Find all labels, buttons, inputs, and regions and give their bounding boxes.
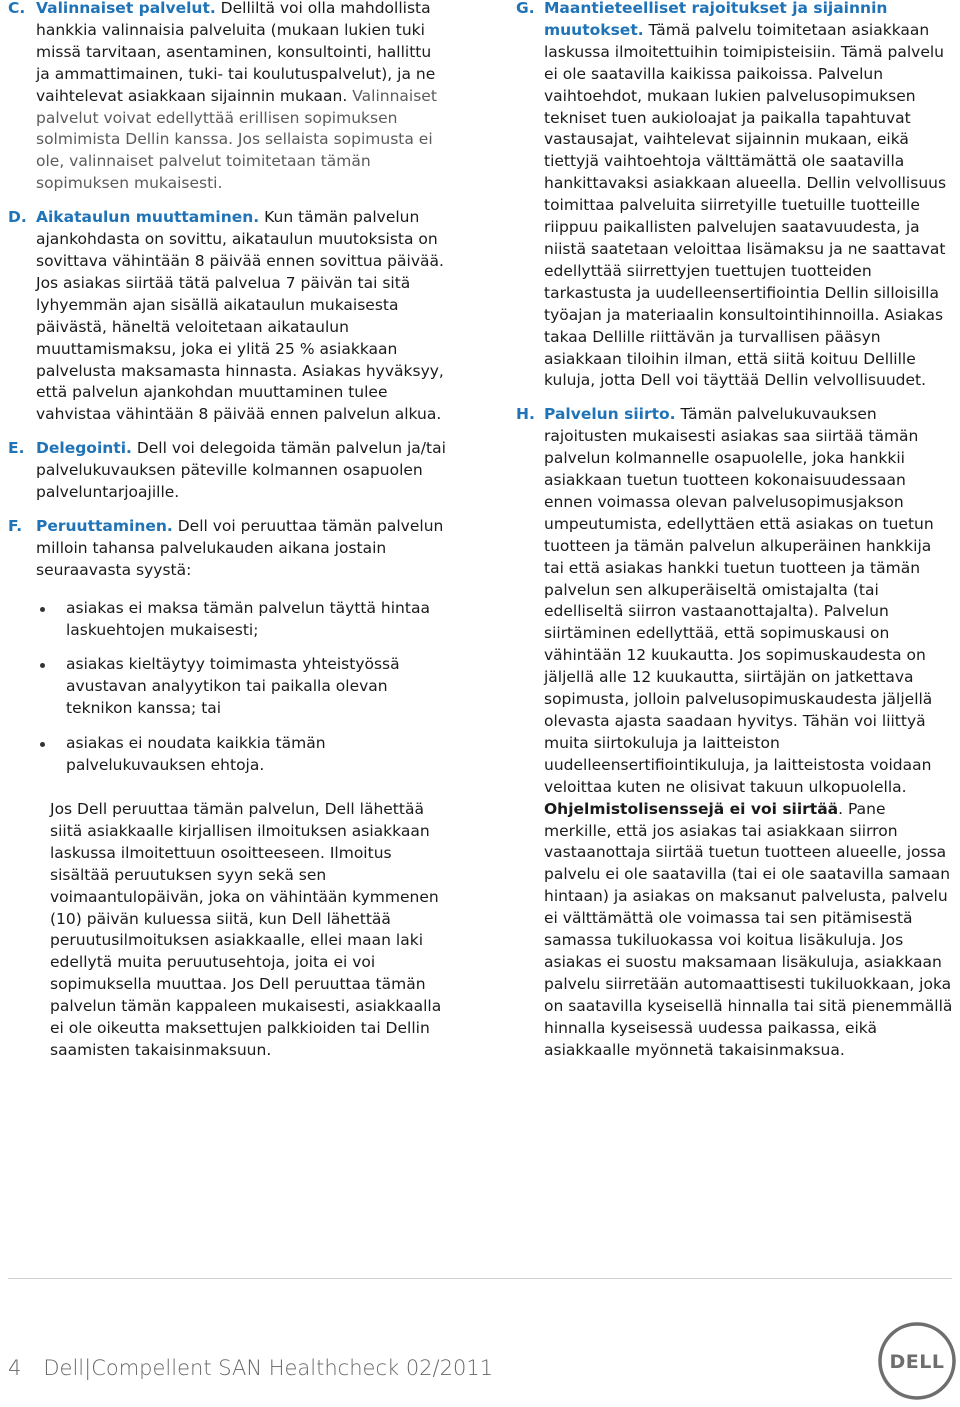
list-item: [66, 654, 448, 720]
section-title: Delegointi.: [36, 439, 132, 458]
section-title: Peruuttaminen.: [36, 516, 173, 535]
section-title: Valinnaiset palvelut.: [36, 0, 216, 17]
section-body: Tämän palvelukuvauksen rajoitusten mukaisesti asiakas saa siirtää tämän palvelun kolmannelle osapuolelle, joka hankkii asiakkaan tuetun tuotteen kokonaisuudessaan ennen voimassa olevan palvelusopimusjakson umpeutumista, edellyttäen että asiakas on tuetun tuotteen ja tämän palvelun alkuperäinen hankkija tai että asiakas hankki tuetun tuotteen ja tämän palvelun sen alkuperäiseltä omistajalta (tai edelliseltä siirron vastaanottajalta). Palvelun siirtäminen edellyttää, että sopimuskausi on vähintään 12 kuukautta. Jos sopimuskaudesta on jäljellä alle 12 kuukautta, siirtäjän on jatkettava sopimusta, jolloin palvelusopimuskaudesta jäljellä olevasta ajasta saadaan hyvitys. Tähän voi liittyä muita siirtokuluja ja laitteiston uudelleensertifiointikuluja, ja laitteistosta voidaan veloittaa kuten ne olisivat takuun ulkopuolella.: [544, 405, 934, 796]
bullet-icon: [40, 663, 45, 668]
dell-logo-icon: [878, 1322, 956, 1400]
page-footer: [8, 1356, 493, 1380]
section-letter: C.: [8, 0, 26, 17]
bullet-icon: [40, 742, 45, 747]
page-number: 4: [8, 1356, 22, 1380]
section-body: Tämä palvelu toimitetaan asiakkaan laskussa ilmoitettuihin toimipisteisiin. Tämä palvelu ei ole saatavilla kaikissa paikoissa. Palvelun vaihtoehdot, mukaan lukien palvelusopimuksen tekniset tuen aukioloajat ja paikalla tapahtuvat vastausajat, vaihtelevat sijainnin mukaan, eikä tiettyjä vaihtoehtoja välttämättä ole saatavilla hankittavaksi asiakkaan alueella. Dellin velvollisuus toimittaa palveluita siirretyille tuetuille tuotteille riippuu paikallisten palvelujen saatavuudesta, ja niistä saatetaan veloittaa lisämaksu ja ne saattavat edellyttää siirrettyjen tuettujen tuotteiden tarkastusta ja uudelleensertifiointia Dellin silloisilla työajan ja materiaalin konsultointihinnoilla. Asiakas takaa Dellille riittävän ja turvallisen pääsyn asiakkaan tiloihin ilman, että siitä koituu Dellille kuluja, jotta Dell voi täyttää Dellin velvollisuudet.: [544, 20, 947, 390]
section-letter: F.: [8, 516, 23, 535]
cancellation-notice-paragraph: Jos Dell peruuttaa tämän palvelun, Dell lähettää siitä asiakkaalle kirjallisen ilmoituksen asiakkaan laskussa ilmoitettuun osoitteeseen. Ilmoitus sisältää peruutuksen syyn sekä sen voimaantulopäivän, joka on vähintään kymmenen (10) päivän kuluessa siitä, kun Dell lähettää peruutusilmoituksen asiakkaalle, ellei maan laki edellytä muita peruutusehtoja, joita ei voi sopimuksella muuttaa. Jos Dell peruuttaa tämän palvelun tämän kappaleen mukaisesti, asiakkaalla ei ole oikeutta maksettujen palkkioiden tai Dellin saamisten takaisinmaksuun.: [50, 800, 442, 1059]
list-item-text: asiakas ei maksa tämän palvelun täyttä hintaa laskuehtojen mukaisesti;: [66, 598, 430, 639]
list-item: [66, 598, 448, 642]
section-body-gray: Valinnaiset palvelut voivat edellyttää erillisen sopimuksen solmimista Dellin kanssa. Jos sellaista sopimusta ei ole, valinnaiset palvelut toimitetaan tämän sopimuksen mukaisesti.: [36, 86, 437, 193]
section-body-bold: Ohjelmistolisenssejä ei voi siirtää: [544, 799, 839, 818]
section-d: [8, 207, 448, 426]
section-letter: G.: [516, 0, 535, 17]
section-c: [8, 0, 448, 195]
footer-divider: [8, 1278, 952, 1279]
section-title: Maantieteelliset rajoitukset ja sijainnin muutokset.: [544, 0, 888, 39]
section-f: [8, 516, 448, 582]
section-title: Aikataulun muuttaminen.: [36, 208, 260, 227]
document-title: Dell|Compellent SAN Healthcheck 02/2011: [43, 1356, 494, 1380]
list-item: [66, 733, 448, 777]
section-e: [8, 438, 448, 504]
list-item-text: asiakas kieltäytyy toimimasta yhteistyössä avustavan analyytikon tai paikalla olevan teknikon kanssa; tai: [66, 655, 400, 718]
section-body: Kun tämän palvelun ajankohdasta on sovittu, aikataulun muutoksista on sovittava vähintään 8 päivää ennen sovittua päivää. Jos asiakas siirtää tätä palvelua 7 päivän tai sitä lyhyemmän ajan sisällä aikataulun mukaisesta päivästä, häneltä veloitetaan aikataulun muuttamismaksu, joka ei ylitä 25 % asiakkaan palvelusta maksamasta hinnasta. Asiakas hyväksyy, että palvelun ajankohdan muuttaminen tulee vahvistaa vähintään 8 päivää ennen palvelun alkua.: [36, 208, 444, 424]
left-column: [8, 0, 448, 1062]
section-body: Delliltä voi olla mahdollista hankkia valinnaisia palveluita (mukaan lukien tuki missä tarvitaan, asentaminen, konsultointi, hallittu ja ammattimainen, tuki- tai koulutuspalvelut), ja ne vaihtelevat asiakkaan sijainnin mukaan.: [36, 0, 436, 105]
logo-text: DELL: [889, 1351, 945, 1373]
section-title: Palvelun siirto.: [544, 405, 676, 424]
section-h: [516, 404, 956, 1061]
section-letter: H.: [516, 405, 535, 424]
section-body: Dell voi delegoida tämän palvelun ja/tai palvelukuvauksen päteville kolmannen osapuolen palveluntarjoajille.: [36, 439, 446, 502]
cancellation-reasons-list: [8, 598, 448, 777]
section-letter: D.: [8, 208, 27, 227]
section-body: Dell voi peruuttaa tämän palvelun milloin tahansa palvelukauden aikana jostain seuraavasta syystä:: [36, 516, 444, 579]
right-column: [516, 0, 956, 1074]
bullet-icon: [40, 607, 45, 612]
section-body-continued: . Pane merkille, että jos asiakas tai asiakkaan siirron vastaanottaja siirtää tuetun tuotteen alueelle, jossa palvelu ei ole saatavilla (tai ei ole saatavilla samaan hintaan) ja asiakas on maksanut palvelusta, palvelu ei välttämättä ole voimassa tai sen pitämisestä samassa tukiluokassa voi koitua lisäkuluja. Jos asiakas ei suostu maksamaan lisäkuluja, asiakkaan palvelu siirretään automaattisesti tukiluokkaan, joka on saatavilla kyseisellä hinnalla tai sitä pienemmällä hinnalla kyseisessä uudessa paikassa, eikä asiakkaalle myönnetä takaisinmaksua.: [544, 799, 953, 1059]
section-letter: E.: [8, 439, 25, 458]
list-item-text: asiakas ei noudata kaikkia tämän palvelukuvauksen ehtoja.: [66, 734, 326, 775]
section-g: [516, 0, 956, 392]
